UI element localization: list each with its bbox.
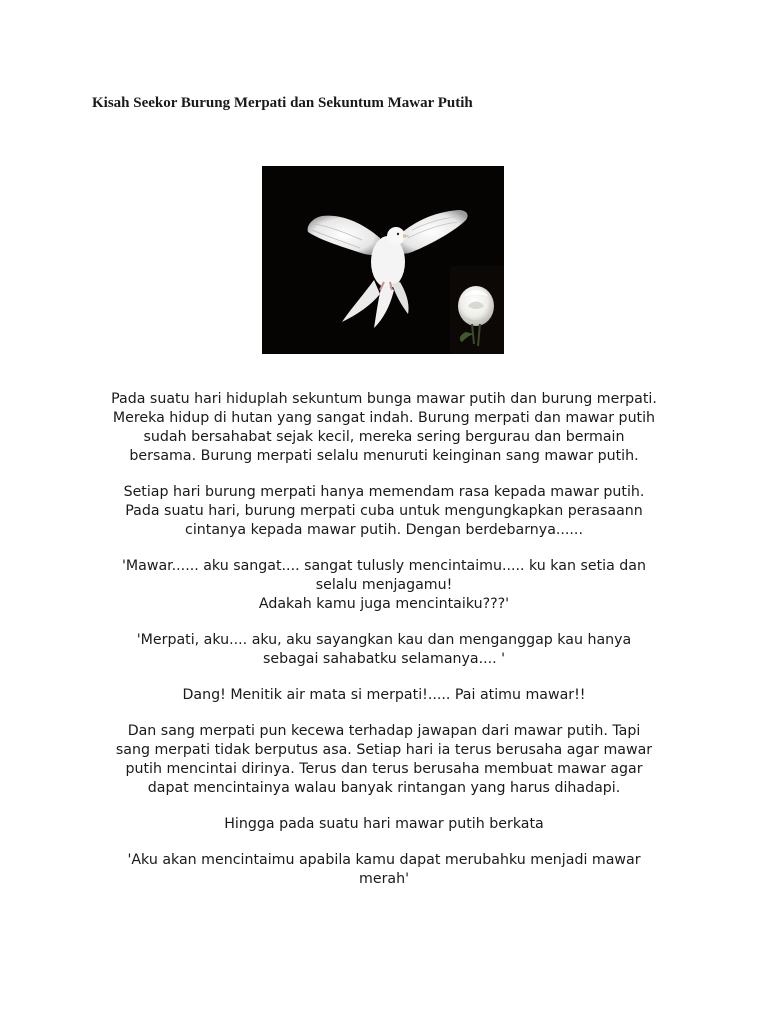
story-line: Pada suatu hari, burung merpati cuba untuk mengungkapkan perasaann xyxy=(125,503,643,519)
story-line: Setiap hari burung merpati hanya memendam rasa kepada mawar putih. xyxy=(123,484,645,500)
story-line: cintanya kepada mawar putih. Dengan berdebarnya...... xyxy=(185,522,583,538)
story-line: Dang! Menitik air mata si merpati!..... Pai atimu mawar!! xyxy=(182,687,586,703)
document-title: Kisah Seekor Burung Merpati dan Sekuntum Mawar Putih xyxy=(92,95,473,111)
dove-rose-illustration xyxy=(262,166,504,354)
story-paragraph xyxy=(92,722,676,798)
rose-icon xyxy=(450,266,504,354)
story-paragraph xyxy=(92,851,676,889)
story-line: putih mencintai dirinya. Terus dan terus berusaha membuat mawar agar xyxy=(125,761,643,777)
story-line: bersama. Burung merpati selalu menuruti keinginan sang mawar putih. xyxy=(129,448,639,464)
story-line: 'Merpati, aku.... aku, aku sayangkan kau dan menganggap kau hanya xyxy=(136,632,632,648)
story-line: dapat mencintainya walau banyak rintangan yang harus dihadapi. xyxy=(147,780,621,796)
story-line: 'Mawar...... aku sangat.... sangat tulusly mencintaimu..... ku kan setia dan xyxy=(122,558,646,574)
story-paragraph xyxy=(92,815,676,834)
story-paragraph xyxy=(92,390,676,466)
story-line: sudah bersahabat sejak kecil, mereka sering bergurau dan bermain xyxy=(143,429,625,445)
story-line: Hingga pada suatu hari mawar putih berkata xyxy=(224,816,544,832)
story-line: Pada suatu hari hiduplah sekuntum bunga mawar putih dan burung merpati. xyxy=(111,391,657,407)
story-paragraph xyxy=(92,686,676,705)
story-line: Mereka hidup di hutan yang sangat indah. Burung merpati dan mawar putih xyxy=(112,410,656,426)
story-line: selalu menjagamu! xyxy=(315,577,453,593)
story-body xyxy=(92,390,676,906)
story-paragraph xyxy=(92,631,676,669)
story-line: merah' xyxy=(359,871,409,887)
story-paragraph xyxy=(92,557,676,614)
story-line: Adakah kamu juga mencintaiku???' xyxy=(258,596,510,612)
story-paragraph xyxy=(92,483,676,540)
story-line: Dan sang merpati pun kecewa terhadap jawapan dari mawar putih. Tapi xyxy=(127,723,641,739)
story-line: sang merpati tidak berputus asa. Setiap hari ia terus berusaha agar mawar xyxy=(115,742,653,758)
story-line: sebagai sahabatku selamanya.... ' xyxy=(262,651,506,667)
story-line: 'Aku akan mencintaimu apabila kamu dapat merubahku menjadi mawar xyxy=(127,852,641,868)
